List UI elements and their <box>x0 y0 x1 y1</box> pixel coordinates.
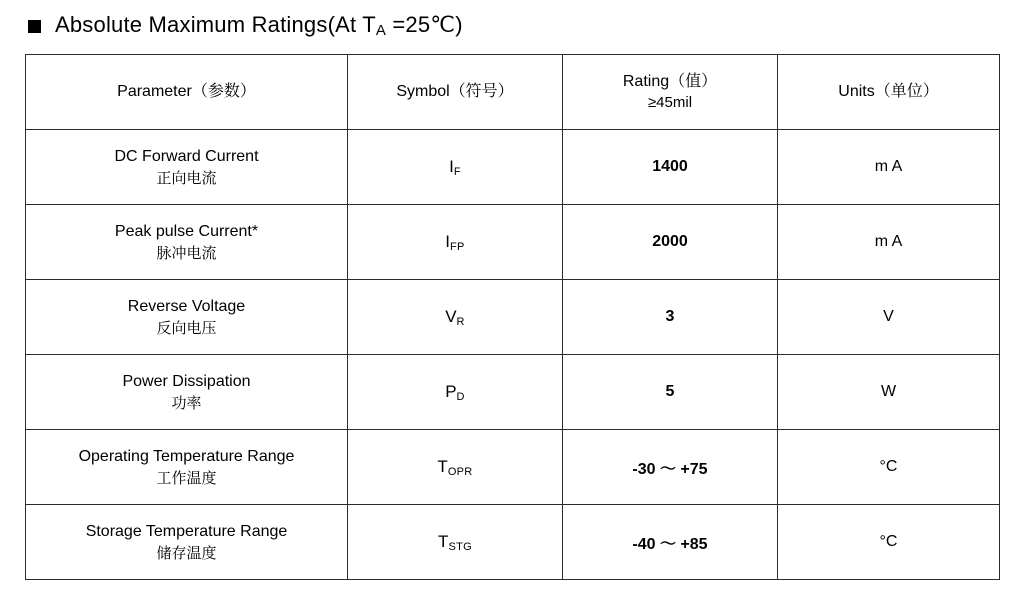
cell-symbol <box>348 355 563 430</box>
heading-tail: =25℃) <box>386 12 463 37</box>
symbol-subscript: F <box>453 166 461 178</box>
units-value: °C <box>879 458 898 475</box>
parameter-en: Peak pulse Current* <box>114 222 259 240</box>
units-value: m A <box>874 233 903 250</box>
symbol-subscript: STG <box>448 541 472 553</box>
parameter-cn: 功率 <box>171 394 202 412</box>
symbol-subscript: D <box>456 391 465 403</box>
cell-units <box>778 205 1000 280</box>
cell-rating <box>563 280 778 355</box>
symbol-subscript: R <box>456 316 465 328</box>
units-value: °C <box>879 533 898 550</box>
rating-value: 3 <box>665 308 675 325</box>
page-title <box>55 12 463 38</box>
table-row <box>26 130 1000 205</box>
cell-units <box>778 130 1000 205</box>
parameter-cn: 正向电流 <box>156 169 217 187</box>
absolute-maximum-ratings-table <box>25 54 1000 580</box>
header-units-label: Units（单位） <box>838 83 939 101</box>
cell-units <box>778 505 1000 580</box>
parameter-cn: 反向电压 <box>156 319 217 337</box>
symbol-subscript: FP <box>450 241 465 253</box>
rating-value: -30 ～ +75 <box>632 460 708 478</box>
cell-parameter <box>26 130 348 205</box>
table-body <box>26 130 1000 580</box>
cell-rating <box>563 205 778 280</box>
cell-parameter <box>26 205 348 280</box>
units-value: V <box>883 308 894 325</box>
parameter-cn: 储存温度 <box>156 544 217 562</box>
heading-main: Absolute Maximum Ratings(At T <box>55 12 376 37</box>
parameter-en: Power Dissipation <box>122 372 251 390</box>
parameter-en: DC Forward Current <box>114 147 259 165</box>
cell-units <box>778 280 1000 355</box>
units-value: W <box>880 383 897 400</box>
symbol-base: T <box>438 532 449 551</box>
table-row <box>26 280 1000 355</box>
parameter-en: Operating Temperature Range <box>78 447 295 465</box>
cell-parameter <box>26 355 348 430</box>
cell-rating <box>563 505 778 580</box>
parameter-cn: 工作温度 <box>156 469 217 487</box>
header-parameter-label: Parameter（参数） <box>117 83 256 101</box>
symbol <box>445 307 465 326</box>
cell-units <box>778 355 1000 430</box>
cell-symbol <box>348 505 563 580</box>
symbol-base: I <box>449 157 454 176</box>
symbol-base: T <box>437 457 448 476</box>
symbol <box>445 232 464 251</box>
symbol-subscript: OPR <box>447 466 473 478</box>
rating-value: 2000 <box>652 233 688 250</box>
cell-symbol <box>348 205 563 280</box>
symbol-base: I <box>445 232 451 251</box>
header-cell-units <box>778 55 1000 130</box>
symbol-base: V <box>445 307 457 326</box>
symbol <box>437 457 472 476</box>
symbol <box>449 157 461 176</box>
cell-rating <box>563 430 778 505</box>
header-cell-rating <box>563 55 778 130</box>
table-row <box>26 355 1000 430</box>
cell-symbol <box>348 280 563 355</box>
cell-symbol <box>348 430 563 505</box>
units-value: m A <box>874 158 903 175</box>
symbol <box>445 382 465 401</box>
section-heading <box>28 12 463 38</box>
cell-parameter <box>26 280 348 355</box>
header-rating-label: Rating（值） <box>622 73 718 91</box>
cell-rating <box>563 130 778 205</box>
cell-units <box>778 430 1000 505</box>
symbol-base: P <box>445 382 457 401</box>
heading-subscript: A <box>375 22 387 39</box>
cell-parameter <box>26 505 348 580</box>
table-row <box>26 505 1000 580</box>
parameter-en: Storage Temperature Range <box>85 522 288 540</box>
rating-value: 5 <box>665 383 675 400</box>
header-cell-symbol <box>348 55 563 130</box>
parameter-en: Reverse Voltage <box>127 297 246 315</box>
header-rating-condition: ≥45mil <box>647 93 693 111</box>
rating-value: 1400 <box>652 158 688 175</box>
header-symbol-label: Symbol（符号） <box>396 83 514 101</box>
symbol <box>438 532 472 551</box>
table-row <box>26 430 1000 505</box>
cell-rating <box>563 355 778 430</box>
table-row <box>26 205 1000 280</box>
table-header <box>26 55 1000 130</box>
cell-symbol <box>348 130 563 205</box>
table-header-row <box>26 55 1000 130</box>
square-bullet-icon <box>28 20 41 33</box>
rating-value: -40 ～ +85 <box>632 535 708 553</box>
parameter-cn: 脉冲电流 <box>156 244 217 262</box>
header-cell-parameter <box>26 55 348 130</box>
cell-parameter <box>26 430 348 505</box>
